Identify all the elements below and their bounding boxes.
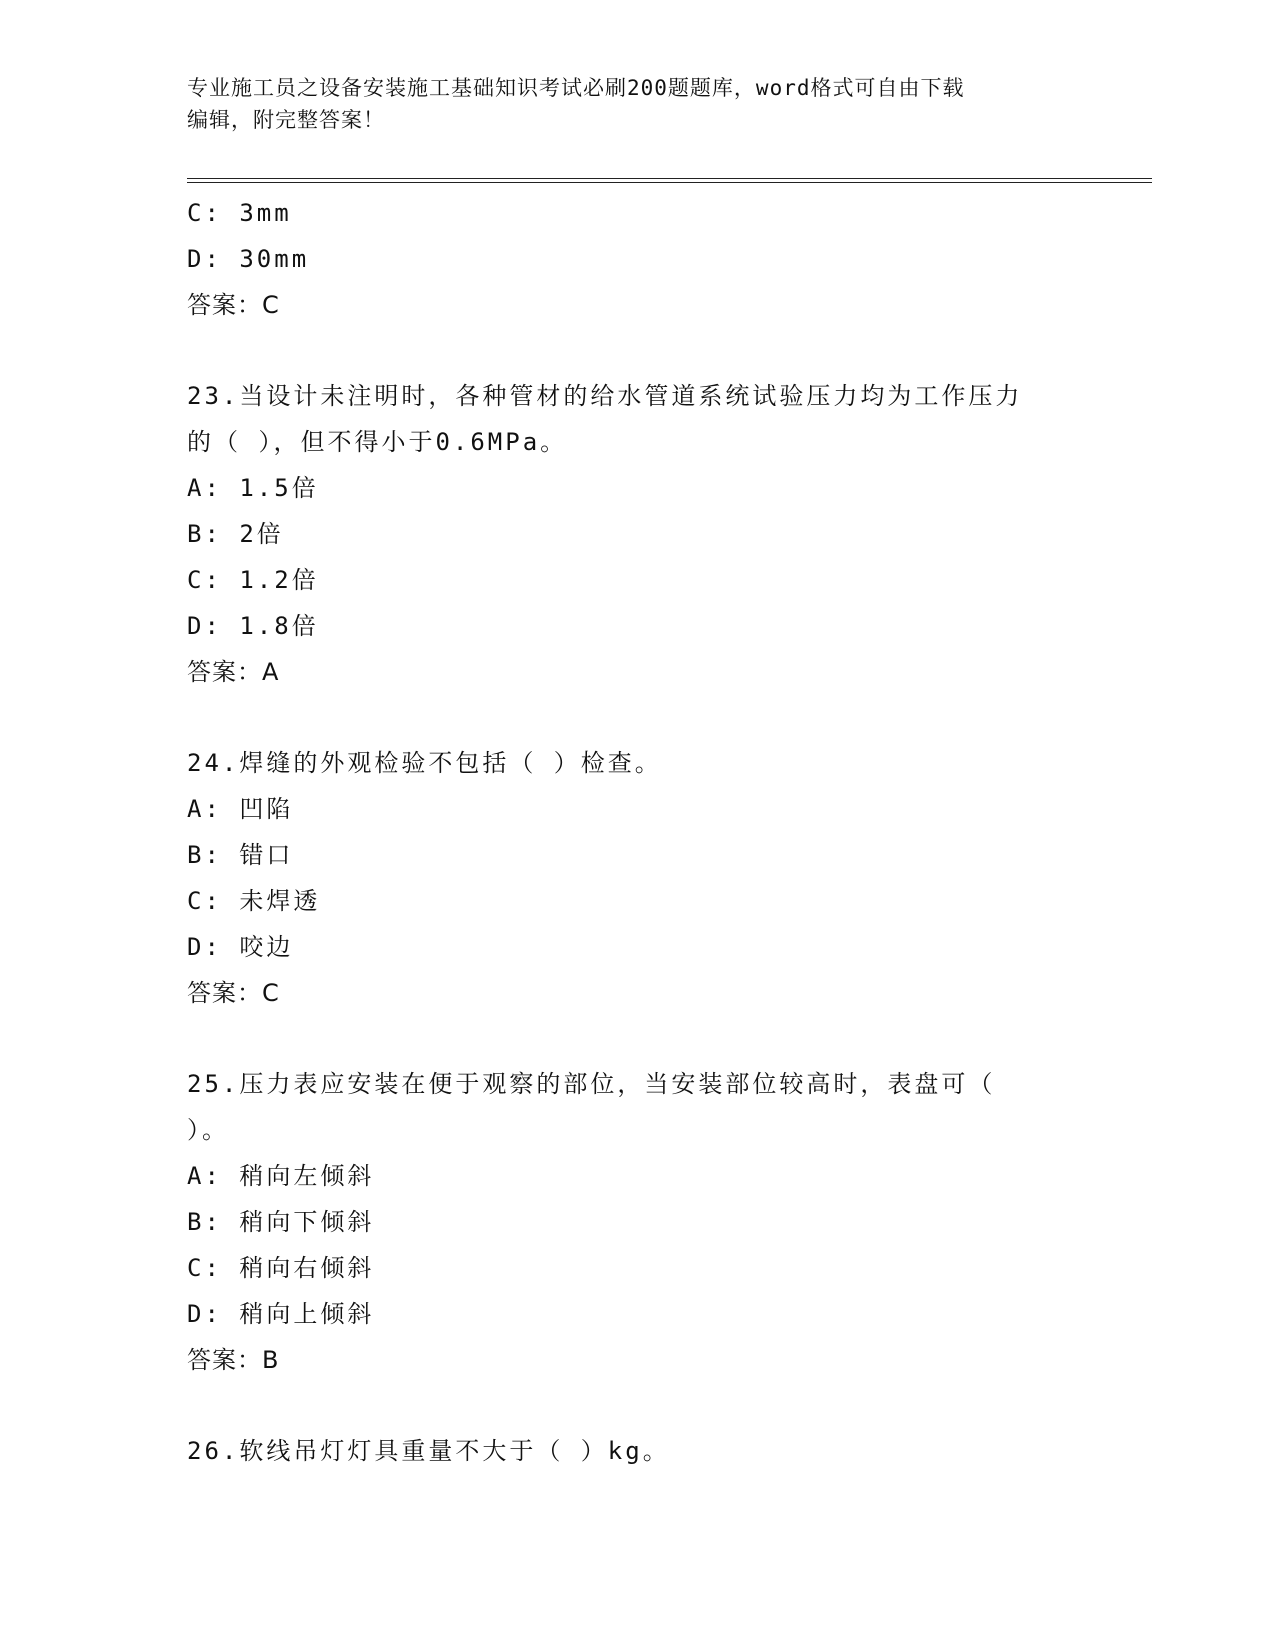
spacer	[187, 1383, 1147, 1428]
header-line-1: 专业施工员之设备安装施工基础知识考试必刷200题题库，word格式可自由下载	[187, 76, 965, 100]
question-text: ）。	[187, 1116, 229, 1144]
question-text: 的（ ），但不得小于0.6MPa。	[187, 428, 568, 456]
answer-line: 答案：A	[187, 658, 280, 686]
option-d: D: 稍向上倾斜	[187, 1300, 375, 1328]
question-text: 25.压力表应安装在便于观察的部位，当安装部位较高时，表盘可（	[187, 1070, 996, 1098]
header-line-2: 编辑，附完整答案！	[187, 108, 385, 132]
question-25	[187, 1061, 1147, 1383]
header-divider-top	[187, 178, 1152, 179]
option-c: C: 稍向右倾斜	[187, 1254, 375, 1282]
option-c: C: 1.2倍	[187, 566, 319, 594]
question-content	[187, 190, 1147, 1474]
spacer	[187, 1016, 1147, 1061]
question-text: 24.焊缝的外观检验不包括（ ）检查。	[187, 749, 662, 777]
option-a: A: 凹陷	[187, 795, 294, 823]
spacer	[187, 328, 1147, 373]
option-a: A: 稍向左倾斜	[187, 1162, 375, 1190]
question-text: 23.当设计未注明时，各种管材的给水管道系统试验压力均为工作压力	[187, 382, 1023, 410]
option-a: A: 1.5倍	[187, 474, 319, 502]
option-c: C: 3mm	[187, 199, 292, 227]
question-22-continuation	[187, 190, 1147, 328]
option-c: C: 未焊透	[187, 887, 321, 915]
question-text: 26.软线吊灯灯具重量不大于（ ）kg。	[187, 1437, 670, 1465]
option-d: D: 30mm	[187, 245, 310, 273]
answer-line: 答案：C	[187, 291, 280, 319]
question-24	[187, 740, 1147, 1016]
question-23	[187, 373, 1147, 695]
page-header	[187, 72, 1087, 136]
option-d: D: 1.8倍	[187, 612, 319, 640]
header-divider-bottom	[187, 182, 1152, 183]
answer-line: 答案：B	[187, 1346, 280, 1374]
question-26	[187, 1428, 1147, 1474]
option-d: D: 咬边	[187, 933, 294, 961]
option-b: B: 错口	[187, 841, 294, 869]
answer-line: 答案：C	[187, 979, 280, 1007]
option-b: B: 2倍	[187, 520, 284, 548]
spacer	[187, 695, 1147, 740]
option-b: B: 稍向下倾斜	[187, 1208, 375, 1236]
